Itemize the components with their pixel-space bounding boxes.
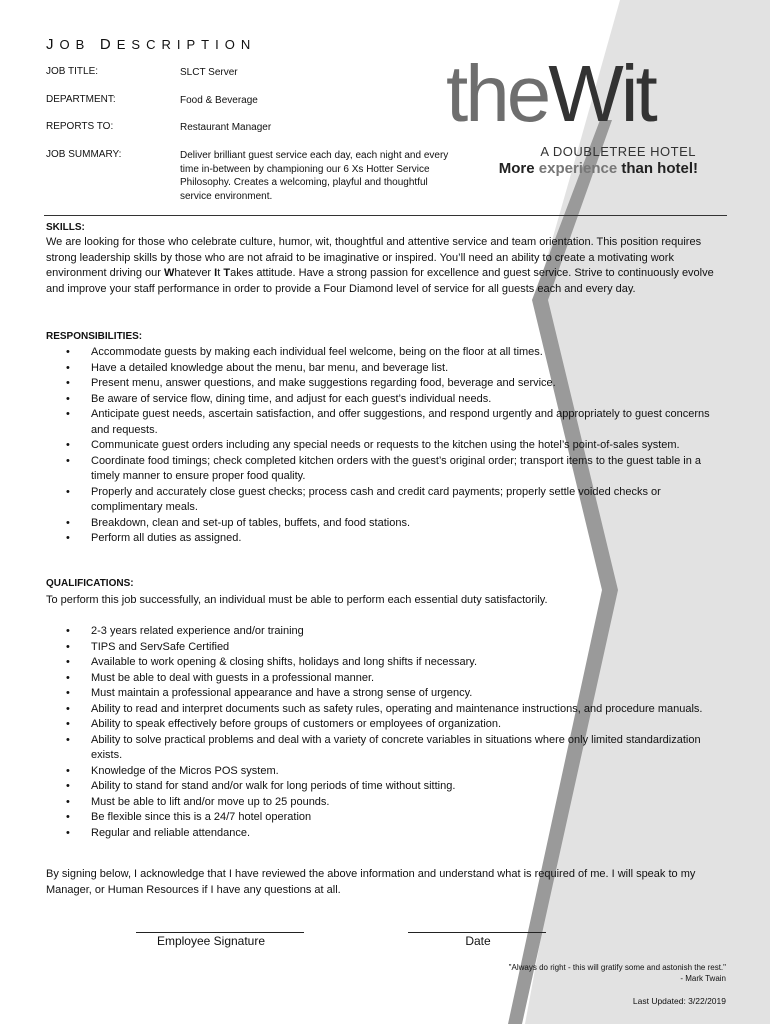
employee-signature-label: Employee Signature [156, 934, 266, 948]
list-item: • Accommodate guests by making each individual feel welcome, being on the floor at all times. [46, 345, 726, 361]
date-line [408, 932, 546, 933]
logo-tagline: More experience than hotel! [498, 160, 698, 177]
list-item: • Be aware of service flow, dining time, and adjust for each guest’s individual needs. [46, 392, 726, 408]
list-item: • Ability to read and interpret documents such as safety rules, operating and maintenance instructions, and procedure manuals. [46, 702, 726, 718]
list-item: • Must be able to deal with guests in a professional manner. [46, 671, 726, 687]
last-updated: Last Updated: 3/22/2019 [632, 996, 726, 1006]
job-summary-value: Deliver brilliant guest service each day, each night and every time in-between by championing our 6 Xs Hotter Service Philosophy. Creates a welcoming, playful and thoughtful service environment. [180, 150, 449, 202]
responsibilities-title: RESPONSIBILITIES: [46, 331, 143, 342]
skills-title: SKILLS: [46, 222, 85, 233]
quote-author: - Mark Twain [680, 974, 726, 983]
qualifications-list [46, 624, 726, 841]
list-item: • Communicate guest orders including any special needs or requests to the kitchen using the hotel’s point-of-sales system. [46, 438, 726, 454]
employee-signature-line [136, 932, 304, 933]
hotel-logo [446, 49, 698, 177]
list-item: • 2-3 years related experience and/or training [46, 624, 726, 640]
document-heading: JOB DESCRIPTION [46, 36, 257, 53]
acknowledgement-text: By signing below, I acknowledge that I have reviewed the above information and understand what is required of me. I will speak to my Manager, or Human Resources if I have any questions at all. [46, 868, 696, 896]
list-item: • Must maintain a professional appearance and have a strong sense of urgency. [46, 686, 726, 702]
reports-to-label: REPORTS TO: [46, 121, 114, 132]
header-divider [44, 215, 727, 216]
department-label: DEPARTMENT: [46, 94, 116, 105]
date-label: Date [465, 934, 491, 948]
list-item: • Knowledge of the Micros POS system. [46, 764, 726, 780]
list-item: • Have a detailed knowledge about the menu, bar menu, and beverage list. [46, 361, 726, 377]
list-item: • Properly and accurately close guest checks; process cash and credit card payments; properly settle voided checks or complimentary meals. [46, 485, 726, 516]
list-item: • Anticipate guest needs, ascertain satisfaction, and offer suggestions, and respond urgently and appropriately to guest concerns and requests. [46, 407, 726, 438]
list-item: • Present menu, answer questions, and make suggestions regarding food, beverage and service. [46, 376, 726, 392]
logo-wordmark: theWit [446, 49, 655, 138]
qualifications-title: QUALIFICATIONS: [46, 578, 134, 589]
quote [396, 962, 726, 984]
qualifications-intro: To perform this job successfully, an individual must be able to perform each essential duty satisfactorily. [46, 594, 548, 606]
list-item: • Ability to solve practical problems and deal with a variety of concrete variables in situations where only limited standardization exists. [46, 733, 726, 764]
list-item: • Regular and reliable attendance. [46, 826, 726, 842]
list-item: • Breakdown, clean and set-up of tables, buffets, and food stations. [46, 516, 726, 532]
quote-text: "Always do right - this will gratify some and astonish the rest." [508, 963, 726, 972]
logo-subtitle: A DOUBLETREE HOTEL [540, 144, 696, 159]
list-item: • Be flexible since this is a 24/7 hotel operation [46, 810, 726, 826]
list-item: • Available to work opening & closing shifts, holidays and long shifts if necessary. [46, 655, 726, 671]
reports-to-value: Restaurant Manager [180, 122, 272, 133]
list-item: • Ability to stand for stand and/or walk for long periods of time without sitting. [46, 779, 726, 795]
list-item: • Coordinate food timings; check completed kitchen orders with the guest’s original order; transport items to the guest table in a timely manner to ensure proper food quality. [46, 454, 726, 485]
department-value: Food & Beverage [180, 95, 258, 106]
list-item: • TIPS and ServSafe Certified [46, 640, 726, 656]
job-title-value: SLCT Server [180, 67, 238, 78]
list-item: • Perform all duties as assigned. [46, 531, 726, 547]
job-title-label: JOB TITLE: [46, 66, 99, 77]
list-item: • Ability to speak effectively before groups of customers or employees of organization. [46, 717, 726, 733]
responsibilities-list [46, 345, 726, 547]
skills-paragraph: We are looking for those who celebrate culture, humor, wit, thoughtful and attentive service and team orientation. This position requires strong leadership skills by those who are not afraid to be imaginative or inspired. You’ll need an ability to create a motivating work environment driving our Whatever It Takes attitude. Have a strong passion for excellence and guest service. Strive to continuously evolve and improve your staff performance in order to provide a Four Diamond level of service for all guests each and every day. [46, 236, 714, 295]
list-item: • Must be able to lift and/or move up to 25 pounds. [46, 795, 726, 811]
job-summary-label: JOB SUMMARY: [46, 149, 122, 160]
